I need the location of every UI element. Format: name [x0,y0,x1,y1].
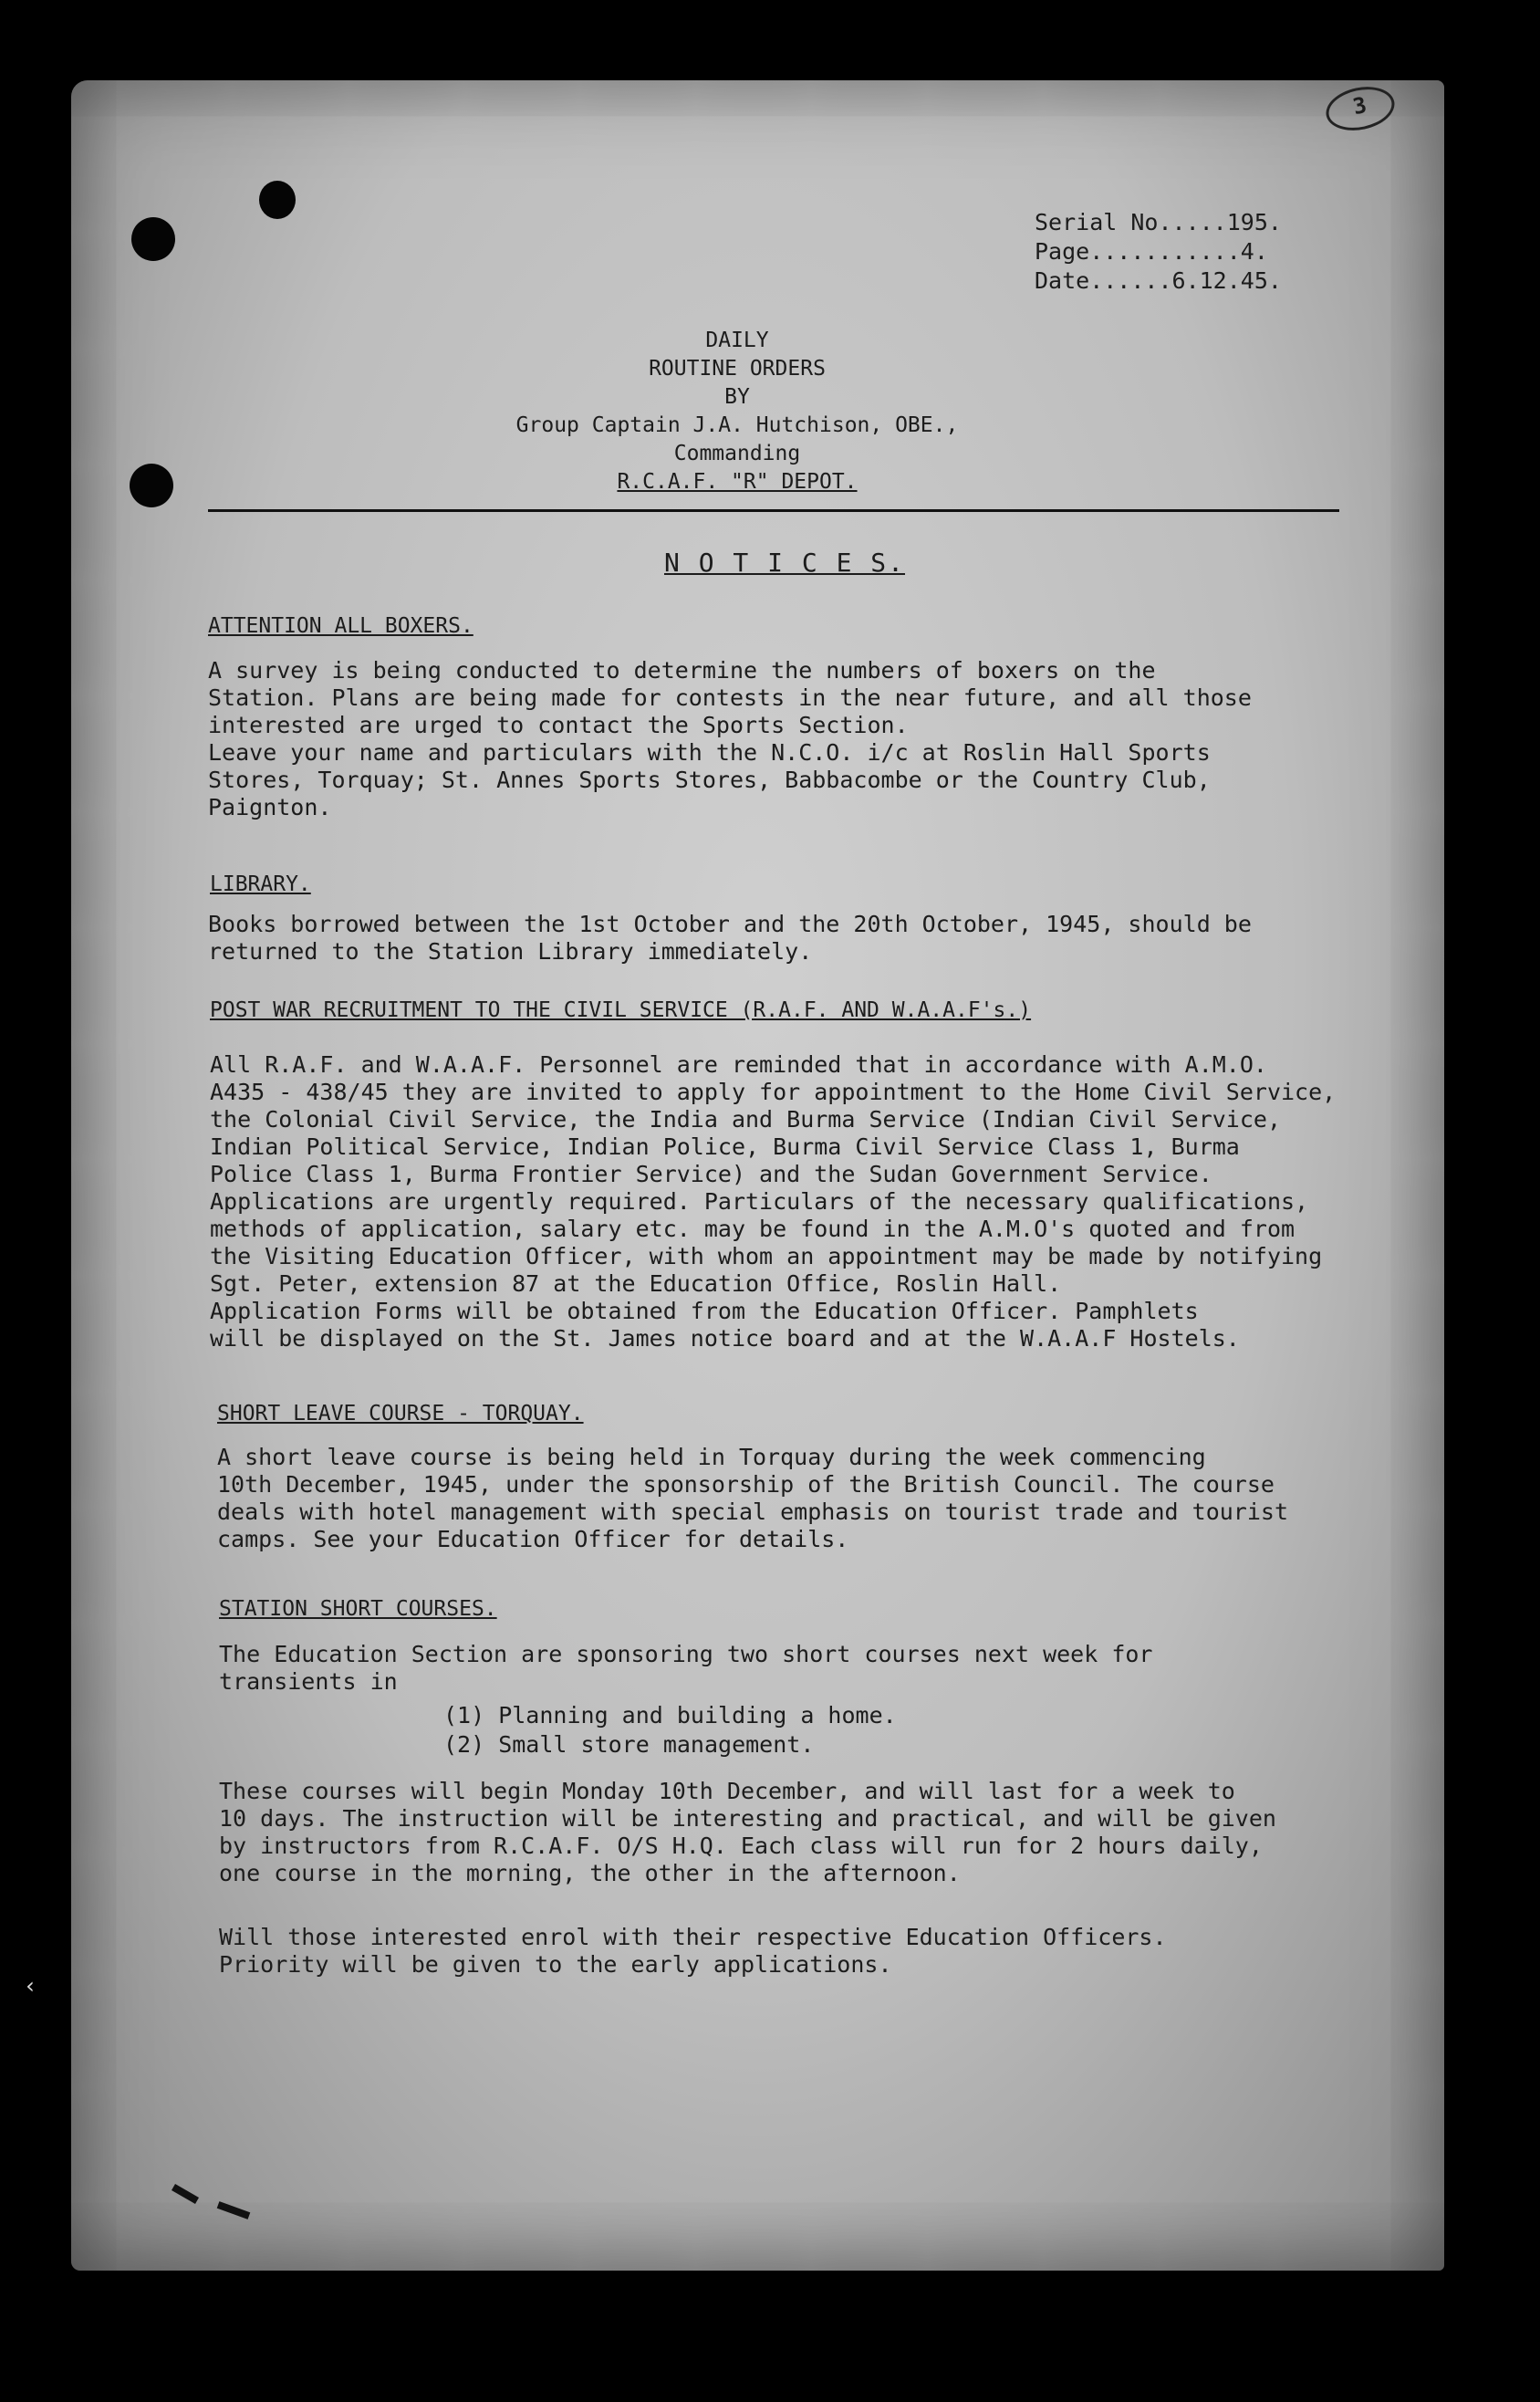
header-line-2: ROUTINE ORDERS [649,357,826,381]
punch-hole-bottom [130,464,173,507]
section-title-short-leave: SHORT LEAVE COURSE - TORQUAY. [217,1402,584,1426]
section-body-station-courses-details: These courses will begin Monday 10th December, and will last for a week to 10 days. The instruction will be interesting and practical, and will be given by instructors from R.C.A.F. O/S H.Q. Each class will run for 2 hours daily, one course in the morning, the other in the afternoon. [219,1778,1276,1886]
section-title-boxers: ATTENTION ALL BOXERS. [208,614,473,638]
date: Date......6.12.45. [1035,267,1282,294]
punch-hole-small [259,181,296,219]
header-line-1: DAILY [705,329,769,352]
header-line-5: Commanding [673,442,801,465]
punch-hole-top [131,217,175,261]
section-title-library: LIBRARY. [210,872,311,896]
page-number: Page...........4. [1035,238,1268,265]
course-list-item: (1) Planning and building a home. [443,1702,897,1728]
page-number-stamp [1322,81,1399,137]
serial-block [1035,208,1282,296]
section-title-station-courses: STATION SHORT COURSES. [219,1597,497,1621]
chevron-left-icon: ‹ [24,1973,37,1999]
ink-mark [217,2201,251,2219]
serial-number: Serial No.....195. [1035,209,1282,235]
document-header [436,327,1038,496]
ink-mark [172,2184,199,2204]
header-line-3: BY [724,385,750,409]
section-body-short-leave: A short leave course is being held in Torquay during the week commencing 10th December, 1945, under the sponsorship of the British Council. The course deals with hotel management with special emphasis on tourist trade and tourist camps. See your Education Officer for details. [217,1444,1288,1552]
section-body-civil-service: All R.A.F. and W.A.A.F. Personnel are reminded that in accordance with A.M.O. A435 - 438/45 they are invited to apply for appointment to the Home Civil Service, the Colonial Civil Service, the India and Burma Service (Indian Civil Service, Indian Political Service, Indian Police, Burma Civil Service Class 1, Burma Police Class 1, Burma Frontier Service) and the Sudan Government Service. Applications are urgently required. Particulars of the necessary qualifications, methods of application, salary etc. may be found in the A.M.O's quoted and from the Visiting Education Officer, with whom an appointment may be made by notifying Sgt. Peter, extension 87 at the Education Office, Roslin Hall. Application Forms will be obtained from the Education Officer. Pamphlets will be displayed on the St. James notice board and at the W.A.A.F Hostels. [210,1051,1337,1352]
section-body-library: Books borrowed between the 1st October and the 20th October, 1945, should be returned to the Station Library immediately. [208,911,1252,965]
course-list [443,1701,897,1760]
header-line-6: R.C.A.F. "R" DEPOT. [617,470,858,494]
section-title-civil-service: POST WAR RECRUITMENT TO THE CIVIL SERVICE (R.A.F. AND W.A.A.F's.) [210,998,1032,1022]
page-number-stamp-text: 3 [1350,91,1369,120]
header-rule [208,509,1339,512]
notices-title: N O T I C E S. [664,548,906,578]
document-page [71,80,1444,2271]
section-body-station-courses-enrol: Will those interested enrol with their respective Education Officers. Priority will be given to the early applications. [219,1924,1167,1978]
course-list-item: (2) Small store management. [443,1731,815,1758]
header-line-4: Group Captain J.A. Hutchison, OBE., [515,413,959,437]
section-body-boxers: A survey is being conducted to determine the numbers of boxers on the Station. Plans are being made for contests in the near future, and all those interested are urged to contact the Sports Section. Leave your name and particulars with the N.C.O. i/c at Roslin Hall Sports Stores, Torquay; St. Annes Sports Stores, Babbacombe or the Country Club, Paignton. [208,657,1252,820]
section-body-station-courses-intro: The Education Section are sponsoring two short courses next week for transients in [219,1641,1153,1695]
